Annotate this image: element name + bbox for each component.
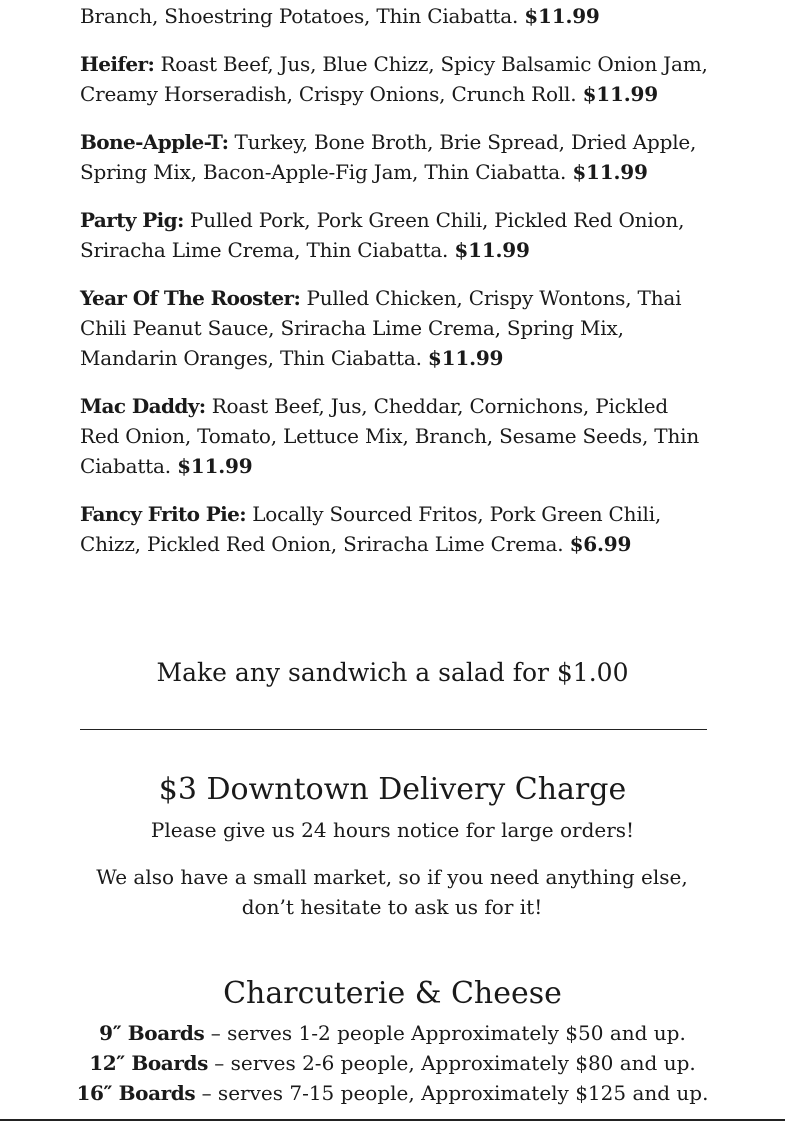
menu-item-year-of-the-rooster <box>80 283 710 373</box>
board-label: 9″ Boards <box>99 1021 205 1045</box>
salad-note: Make any sandwich a salad for $1.00 <box>156 658 629 687</box>
item-name: Mac Daddy: <box>80 394 206 418</box>
menu-item-heifer <box>80 49 710 109</box>
board-label: 16″ Boards <box>76 1081 196 1105</box>
item-name: Bone-Apple-T: <box>80 130 229 154</box>
item-name: Year Of The Rooster: <box>80 286 301 310</box>
sandwich-menu <box>80 0 710 577</box>
board-item <box>0 1018 785 1048</box>
charcuterie-title: Charcuterie & Cheese <box>223 976 562 1011</box>
board-description: – serves 2-6 people, Approximately $80 and up. <box>207 1051 696 1075</box>
delivery-subtitle: Please give us 24 hours notice for large orders! <box>150 818 635 842</box>
item-description: Roast Beef, Jus, Blue Chizz, Spicy Balsamic Onion Jam, Creamy Horseradish, Crispy Onions, Crunch Roll. <box>80 52 708 106</box>
item-description: Branch, Shoestring Potatoes, Thin Ciabatta. <box>80 4 519 28</box>
item-price: $11.99 <box>427 346 504 370</box>
item-name: Fancy Frito Pie: <box>80 502 247 526</box>
board-list <box>0 1018 785 1108</box>
item-price: $11.99 <box>582 82 658 106</box>
board-label: 12″ Boards <box>89 1051 208 1075</box>
menu-item-bone-apple-t <box>80 127 710 187</box>
bottom-rule <box>0 1119 785 1121</box>
market-note: We also have a small market, so if you need anything else, don’t hesitate to ask us for it! <box>96 865 688 919</box>
item-name: Party Pig: <box>80 208 184 232</box>
item-price: $11.99 <box>454 238 530 262</box>
board-item <box>0 1048 785 1078</box>
board-description: – serves 1-2 people Approximately $50 and up. <box>204 1021 686 1045</box>
item-description: Turkey, Bone Broth, Brie Spread, Dried Apple, Spring Mix, Bacon-Apple-Fig Jam, Thin Ciabatta. <box>80 130 697 184</box>
item-description: Roast Beef, Jus, Cheddar, Cornichons, Pickled Red Onion, Tomato, Lettuce Mix, Branch, Sesame Seeds, Thin Ciabatta. <box>80 394 700 478</box>
item-price: $6.99 <box>569 532 632 556</box>
item-description: Pulled Chicken, Crispy Wontons, Thai Chili Peanut Sauce, Sriracha Lime Crema, Spring Mix, Mandarin Oranges, Thin Ciabatta. <box>80 286 682 370</box>
section-divider <box>80 729 707 730</box>
item-price: $11.99 <box>177 454 253 478</box>
board-item <box>0 1078 785 1108</box>
delivery-title: $3 Downtown Delivery Charge <box>158 772 627 807</box>
menu-item-mac-daddy <box>80 391 710 481</box>
item-name: Heifer: <box>80 52 155 76</box>
menu-item-fancy-frito-pie <box>80 499 710 559</box>
menu-item-party-pig <box>80 205 710 265</box>
item-price: $11.99 <box>572 160 648 184</box>
item-price: $11.99 <box>524 4 600 28</box>
board-description: – serves 7-15 people, Approximately $125 and up. <box>195 1081 709 1105</box>
menu-item <box>80 1 710 31</box>
item-description: Locally Sourced Fritos, Pork Green Chili, Chizz, Pickled Red Onion, Sriracha Lime Crema. <box>80 502 662 556</box>
item-description: Pulled Pork, Pork Green Chili, Pickled Red Onion, Sriracha Lime Crema, Thin Ciabatta. <box>80 208 685 262</box>
